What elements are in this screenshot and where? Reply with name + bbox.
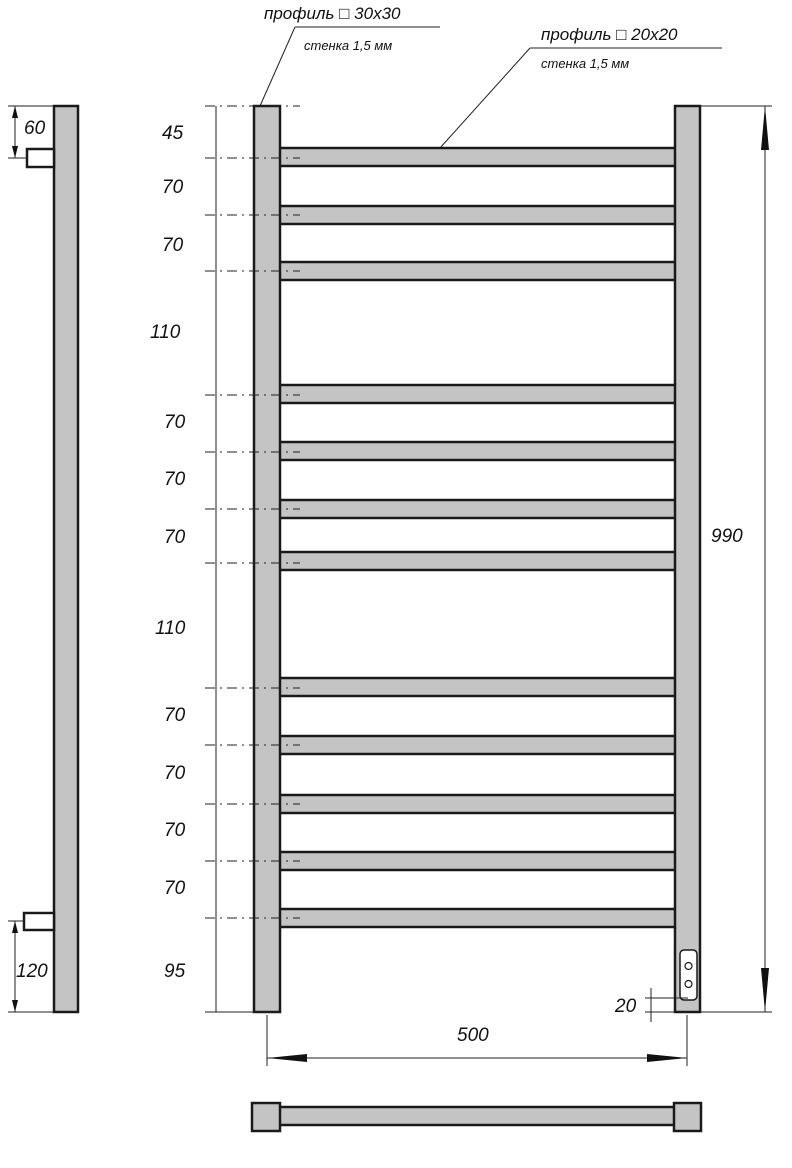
total-height-label: 990 <box>711 526 743 547</box>
side-bottom-offset-label: 120 <box>16 961 48 982</box>
spacing-label: 70 <box>164 878 186 899</box>
spacing-label: 45 <box>162 123 184 144</box>
side-top-offset-label: 60 <box>24 118 46 139</box>
crossbar <box>278 148 676 166</box>
side-view-bottom-mount <box>24 913 54 930</box>
crossbar <box>278 206 676 224</box>
crossbar <box>278 678 676 696</box>
crossbar <box>278 385 676 403</box>
rail-profile-callout <box>260 4 440 106</box>
front-view <box>150 4 772 1066</box>
spacing-label: 70 <box>164 820 186 841</box>
electric-outlet <box>680 950 697 1000</box>
spacing-label: 70 <box>164 469 186 490</box>
width-label: 500 <box>457 1025 489 1046</box>
crossbar <box>278 795 676 813</box>
spacing-label: 110 <box>150 322 181 343</box>
crossbars <box>278 148 676 927</box>
crossbar <box>278 909 676 927</box>
spacing-label: 70 <box>162 177 184 198</box>
spacing-label: 70 <box>164 763 186 784</box>
crossbar <box>278 552 676 570</box>
bar-profile-label: профиль □ 20x20 <box>541 25 678 44</box>
top-view-right-rail <box>674 1103 701 1131</box>
side-view <box>8 106 78 1012</box>
spacing-label: 110 <box>155 618 186 639</box>
rail-profile-label: профиль □ 30x30 <box>264 4 401 23</box>
crossbar <box>278 500 676 518</box>
crossbar <box>278 262 676 280</box>
side-view-top-mount <box>27 149 54 167</box>
top-view-left-rail <box>252 1103 280 1131</box>
rail-wall-label: стенка 1,5 мм <box>304 38 393 53</box>
top-view <box>252 1103 701 1131</box>
spacing-label: 70 <box>164 412 186 433</box>
side-view-rail <box>54 106 78 1012</box>
crossbar <box>278 736 676 754</box>
top-view-bar <box>278 1107 676 1125</box>
bar-wall-label: стенка 1,5 мм <box>541 56 630 71</box>
spacing-label: 70 <box>164 527 186 548</box>
spacing-label: 70 <box>162 235 184 256</box>
width-dimension <box>267 1015 687 1066</box>
left-rail <box>254 106 280 1012</box>
outlet-offset-label: 20 <box>615 996 637 1017</box>
spacing-labels <box>150 123 186 982</box>
crossbar <box>278 442 676 460</box>
right-rail <box>675 106 700 1012</box>
spacing-label: 95 <box>164 961 186 982</box>
crossbar <box>278 852 676 870</box>
spacing-label: 70 <box>164 705 186 726</box>
total-height-dimension <box>700 106 772 1012</box>
